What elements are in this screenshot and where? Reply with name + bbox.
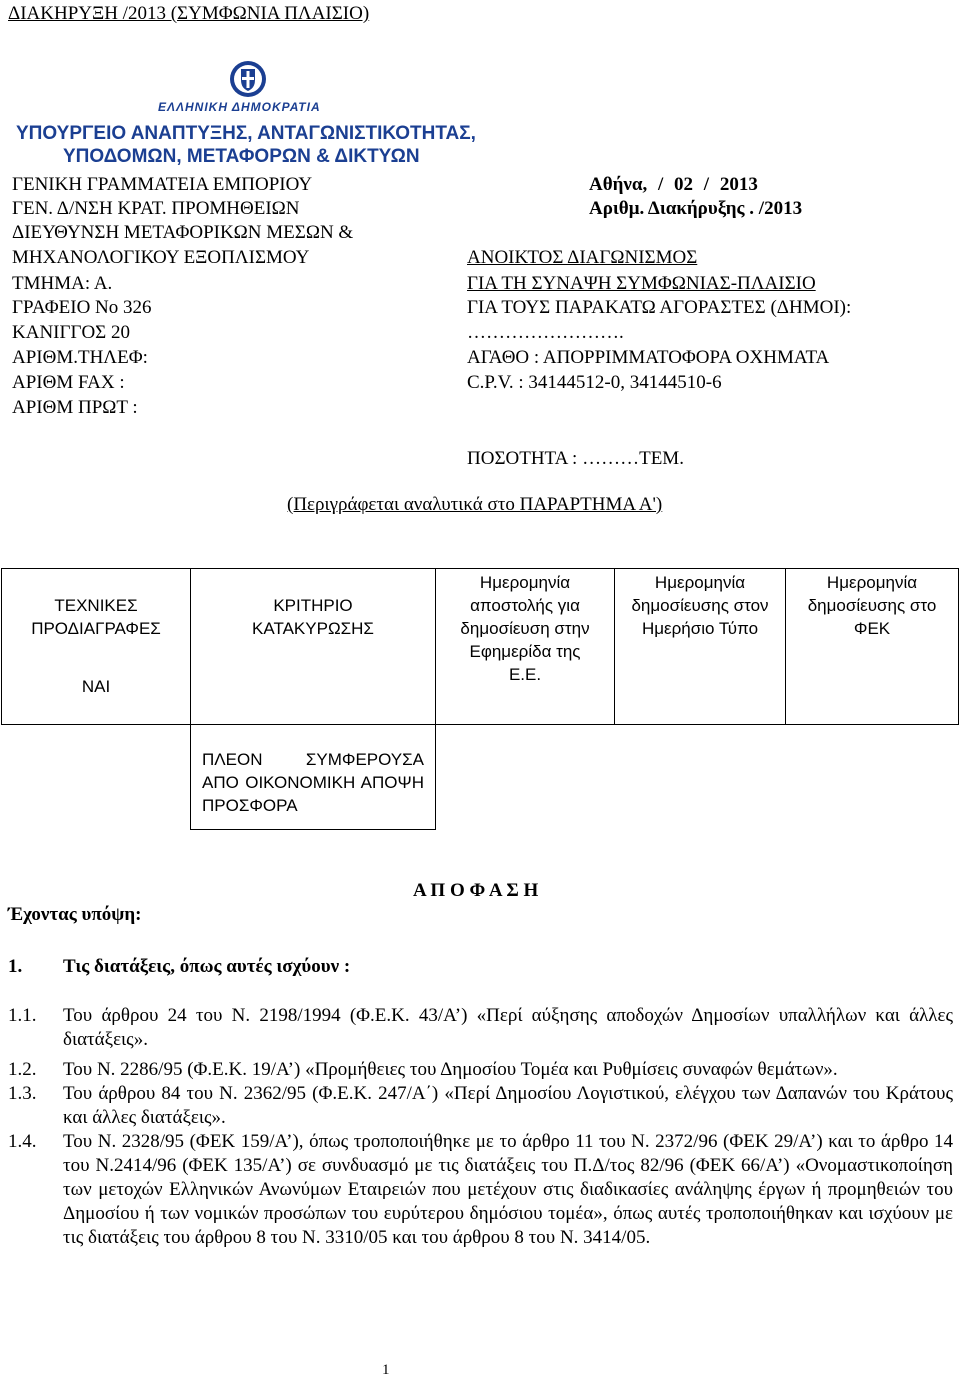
framework-title: ΓΙΑ ΤΗ ΣΥΝΑΨΗ ΣΥΜΦΩΝΙΑΣ-ΠΛΑΙΣΙΟ — [467, 273, 816, 294]
left-line-9: ΑΡΙΘΜ FAX : — [12, 372, 125, 393]
left-line-10: ΑΡΙΘΜ ΠΡΩΤ : — [12, 397, 138, 418]
item-1-text: Τις διατάξεις, όπως αυτές ισχύουν : — [63, 956, 351, 977]
ministry-name-line1: ΥΠΟΥΡΓΕΙΟ ΑΝΑΠΤΥΞΗΣ, ΑΝΤΑΓΩΝΙΣΤΙΚΟΤΗΤΑΣ, — [16, 123, 476, 144]
tech-specs-label: ΤΕΧΝΙΚΕΣ ΠΡΟΔΙΑΓΡΑΦΕΣ — [31, 596, 161, 638]
left-line-1: ΓΕΝΙΚΗ ΓΡΑΜΜΑΤΕΙΑ ΕΜΠΟΡΙΟΥ — [12, 174, 313, 195]
open-tender-title: ΑΝΟΙΚΤΟΣ ΔΙΑΓΩΝΙΣΜΟΣ — [467, 247, 698, 268]
declaration-number: Αριθμ. Διακήρυξης . /2013 — [589, 198, 803, 219]
subitem-4-text: Του Ν. 2328/95 (ΦΕΚ 159/Α’), όπως τροποποιήθηκε με το άρθρο 11 του Ν. 2372/96 (ΦΕΚ 29/Α’) και το άρθρο 14 του Ν.2414/96 (ΦΕΚ 135/Α’) σε συνδυασμό με τις διατάξεις του Π.Δ/τος 82/96 (ΦΕΚ 66/Α’) «Ονομαστικοποίηση των μετοχών Ελληνικών Ανωνύμων Εταιρειών που μετέχουν στις διαδικασίες ανάληψης έργων ή προμηθειών του Δημοσίου ή των νομικών προσώπων του ευρύτερου δημόσιου τομέα», όπως αυτές τροποποιήθηκαν και ισχύουν με τις διατάξεις του άρθρου 8 του Ν. 3310/05 και του άρθρου 8 του Ν. 3414/05. — [63, 1131, 953, 1248]
republic-label: ΕΛΛΗΝΙΚΗ ΔΗΜΟΚΡΑΤΙΑ — [158, 100, 321, 114]
criterion-label: ΚΡΙΤΗΡΙΟ ΚΑΤΑΚΥΡΩΣΗΣ — [252, 596, 374, 638]
quantity-line: ΠΟΣΟΤΗΤΑ : ………ΤΕΜ. — [467, 448, 684, 469]
left-line-3: ΔΙΕΥΘΥΝΣΗ ΜΕΤΑΦΟΡΙΚΩΝ ΜΕΣΩΝ & — [12, 222, 354, 243]
subitem-2-text: Του Ν. 2286/95 (Φ.Ε.Κ. 19/Α’) «Προμήθειες του Δημοσίου Τομέα και Ρυθμίσεις συναφών θεμάτων». — [63, 1059, 838, 1080]
left-line-8: ΑΡΙΘΜ.ΤΗΛΕΦ: — [12, 347, 148, 368]
date-line: Αθήνα, / 02 / 2013 — [589, 174, 758, 195]
left-line-2: ΓΕΝ. Δ/ΝΣΗ ΚΡΑΤ. ΠΡΟΜΗΘΕΙΩΝ — [12, 198, 300, 219]
buyers-dots: ……………………. — [467, 322, 624, 343]
considering-label: Έχοντας υπόψη: — [8, 904, 142, 925]
left-line-4: ΜΗΧΑΝΟΛΟΓΙΚΟΥ ΕΞΟΠΛΙΣΜΟΥ — [12, 247, 310, 268]
date-fek-label: Ημερομηνία δημοσίευσης στο ΦΕΚ — [807, 573, 937, 638]
document-header: ΔΙΑΚΗΡΥΞΗ /2013 (ΣΥΜΦΩΝΙΑ ΠΛΑΙΣΙΟ) — [8, 3, 370, 24]
left-line-7: ΚΑΝΙΓΓΟΣ 20 — [12, 322, 130, 343]
criterion-cell — [190, 568, 436, 725]
subitem-2-number: 1.2. — [8, 1059, 37, 1080]
left-line-5: ΤΜΗΜΑ: Α. — [12, 273, 113, 294]
item-1-number: 1. — [8, 956, 23, 977]
item-line: ΑΓΑΘΟ : ΑΠΟΡΡΙΜΜΑΤΟΦΟΡΑ ΟΧΗΜΑΤΑ — [467, 347, 830, 368]
cpv-line: C.P.V. : 34144512-0, 34144510-6 — [467, 372, 722, 393]
subitem-4-number: 1.4. — [8, 1131, 37, 1152]
date-ee-label: Ημερομηνία αποστολής για δημοσίευση στην Εφημερίδα της Ε.Ε. — [460, 573, 590, 684]
tech-specs-value: ΝΑΙ — [81, 677, 111, 696]
left-line-6: ΓΡΑΦΕΙΟ Νο 326 — [12, 297, 152, 318]
criterion-value: ΠΛΕΟΝ ΣΥΜΦΕΡΟΥΣΑ ΑΠΟ ΟΙΚΟΝΟΜΙΚΗ ΑΠΟΨΗ ΠΡΟΣΦΟΡΑ — [202, 750, 424, 815]
date-press-label: Ημερομηνία δημοσίευσης στον Ημερήσιο Τύπο — [631, 573, 769, 638]
page-number: 1 — [382, 1362, 390, 1378]
subitem-3-text: Του άρθρου 84 του Ν. 2362/95 (Φ.Ε.Κ. 247/Α΄) «Περί Δημοσίου Λογιστικού, ελέγχου των Δαπανών του Κράτους και άλλες διατάξεις». — [63, 1083, 953, 1128]
subitem-1-text: Του άρθρου 24 του Ν. 2198/1994 (Φ.Ε.Κ. 43/Α’) «Περί αύξησης αποδοχών Δημοσίων υπαλλήλων και άλλες διατάξεις». — [63, 1005, 953, 1050]
tech-specs-cell — [1, 568, 191, 725]
subitem-1-number: 1.1. — [8, 1005, 37, 1026]
annex-note: (Περιγράφεται αναλυτικά στο ΠΑΡΑΡΤΗΜΑ Α') — [287, 494, 663, 515]
ministry-logo — [8, 60, 488, 175]
greek-emblem-icon — [228, 60, 268, 98]
buyers-line: ΓΙΑ ΤΟΥΣ ΠΑΡΑΚΑΤΩ ΑΓΟΡΑΣΤΕΣ (ΔΗΜΟΙ): — [467, 297, 852, 318]
ministry-name-line2: ΥΠΟΔΟΜΩΝ, ΜΕΤΑΦΟΡΩΝ & ΔΙΚΤΥΩΝ — [63, 146, 420, 167]
decision-title: Α Π Ο Φ Α Σ Η — [413, 880, 539, 901]
subitem-3-number: 1.3. — [8, 1083, 37, 1104]
